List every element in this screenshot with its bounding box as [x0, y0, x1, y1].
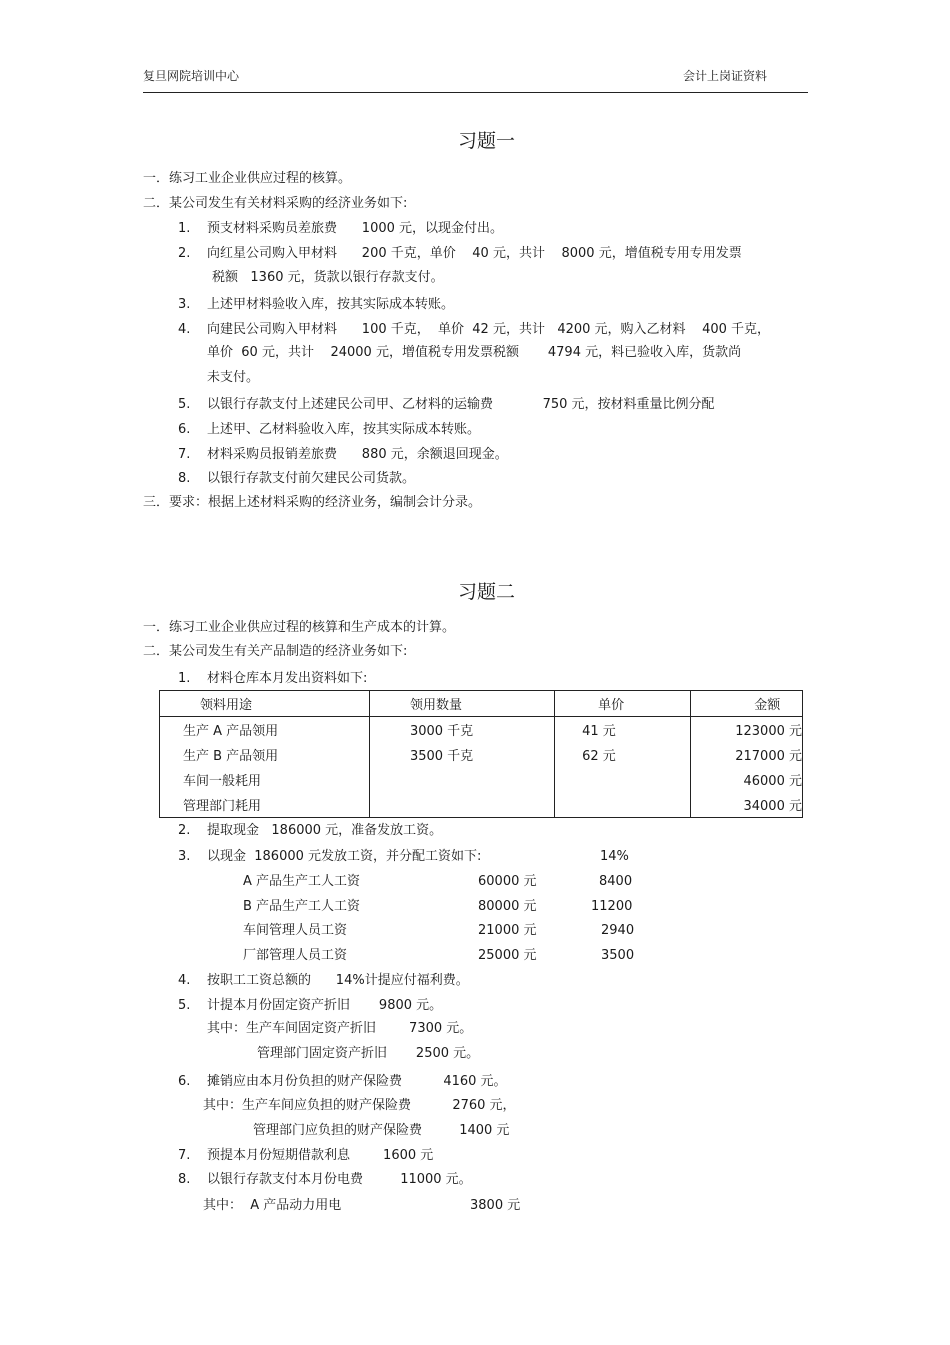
header-right: 会计上岗证资料: [683, 69, 768, 83]
ex1-item-num: 3.: [178, 297, 191, 312]
ex2-item-num: 2.: [178, 823, 191, 838]
ex1-item-num: 8.: [178, 471, 191, 486]
wage-label: 车间管理人员工资: [243, 923, 348, 938]
wage-welfare: 11200: [591, 899, 633, 914]
table-cell: [555, 767, 691, 792]
ex2-item-text: 材料仓库本月发出资料如下:: [207, 671, 368, 686]
ex1-item-text: 税额 1360 元，货款以银行存款支付。: [212, 270, 444, 285]
ex1-item-text: 未支付。: [207, 370, 260, 385]
table-cell: 车间一般耗用: [160, 767, 370, 792]
table-cell: 123000 元: [691, 717, 803, 743]
ex2-item-text: 摊销应由本月份负担的财产保险费 4160 元。: [207, 1074, 507, 1089]
table-cell: 62 元: [555, 742, 691, 767]
ex2-item-subline: 其中：生产车间应负担的财产保险费 2760 元，: [203, 1098, 516, 1113]
wage-label: B 产品生产工人工资: [243, 899, 361, 914]
wage-label: 厂部管理人员工资: [243, 948, 348, 963]
ex1-item-text: 向红星公司购入甲材料 200 千克，单价 40 元，共计 8000 元，增值税专用专用发票: [207, 246, 742, 261]
ex1-item-text: 单价 60 元，共计 24000 元，增值税专用发票税额 4794 元，料已验收入库，货款尚: [207, 345, 742, 360]
table-row: [160, 717, 803, 743]
ex2-item-subline: 其中：生产车间固定资产折旧 7300 元。: [207, 1021, 473, 1036]
table-cell: [555, 792, 691, 818]
ex2-item-text: 预提本月份短期借款利息 1600 元: [207, 1148, 434, 1163]
table-header-cell: 金额: [691, 691, 803, 717]
wage-amount: 25000 元: [478, 948, 537, 963]
table-row: [160, 767, 803, 792]
ex1-item-num: 1.: [178, 221, 191, 236]
ex1-item-num: 6.: [178, 422, 191, 437]
ex2-item-num: 4.: [178, 973, 191, 988]
wage-amount: 80000 元: [478, 899, 537, 914]
ex1-item-text: 以银行存款支付前欠建民公司货款。: [207, 471, 416, 486]
ex1-item-num: 5.: [178, 397, 191, 412]
ex2-item-subline: 其中： A 产品动力用电: [203, 1198, 342, 1213]
wage-welfare: 3500: [601, 948, 635, 963]
ex2-item-num: 8.: [178, 1172, 191, 1187]
ex2-item-text: 以银行存款支付本月份电费 11000 元。: [207, 1172, 472, 1187]
ex2-item-num: 3.: [178, 849, 191, 864]
table-header-cell: 领料用途: [160, 691, 370, 717]
welfare-rate: 14%: [600, 849, 629, 864]
wage-amount: 60000 元: [478, 874, 537, 889]
table-header-cell: 领用数量: [369, 691, 554, 717]
ex2-section-2: 二．某公司发生有关产品制造的经济业务如下:: [143, 644, 408, 659]
ex1-section-3: 三．要求：根据上述材料采购的经济业务，编制会计分录。: [143, 495, 482, 510]
ex2-item-num: 1.: [178, 671, 191, 686]
ex1-item-text: 上述甲、乙材料验收入库，按其实际成本转账。: [207, 422, 481, 437]
ex2-section-1: 一．练习工业企业供应过程的核算和生产成本的计算。: [143, 620, 456, 635]
exercise-2-title: 习题二: [458, 581, 516, 603]
table-cell: 3000 千克: [369, 717, 554, 743]
ex2-item-num: 6.: [178, 1074, 191, 1089]
table-cell: 217000 元: [691, 742, 803, 767]
ex2-item-text: 计提本月份固定资产折旧 9800 元。: [207, 998, 443, 1013]
ex1-item-text: 向建民公司购入甲材料 100 千克， 单价 42 元，共计 4200 元，购入乙材料 400 千克，: [207, 322, 771, 337]
wage-welfare: 2940: [601, 923, 635, 938]
table-row: [160, 742, 803, 767]
ex1-item-text: 上述甲材料验收入库，按其实际成本转账。: [207, 297, 455, 312]
ex2-item-subline: 管理部门固定资产折旧 2500 元。: [257, 1046, 480, 1061]
ex1-item-num: 7.: [178, 447, 191, 462]
ex1-item-text: 预支材料采购员差旅费 1000 元，以现金付出。: [207, 221, 504, 236]
ex1-item-text: 以银行存款支付上述建民公司甲、乙材料的运输费 750 元，按材料重量比例分配: [207, 397, 715, 412]
table-cell: 生产 A 产品领用: [160, 717, 370, 743]
ex2-item-text: 按职工工资总额的 14%计提应付福利费。: [207, 973, 469, 988]
table-cell: 3500 千克: [369, 742, 554, 767]
wage-amount: 21000 元: [478, 923, 537, 938]
wage-label: A 产品生产工人工资: [243, 874, 361, 889]
ex1-item-text: 材料采购员报销差旅费 880 元，余额退回现金。: [207, 447, 508, 462]
table-header-row: [160, 691, 803, 717]
exercise-1-title: 习题一: [458, 130, 516, 152]
header-rule: [143, 92, 808, 93]
ex1-item-num: 2.: [178, 246, 191, 261]
ex1-item-num: 4.: [178, 322, 191, 337]
table-cell: [369, 767, 554, 792]
table-cell: 46000 元: [691, 767, 803, 792]
table-header-cell: 单价: [555, 691, 691, 717]
ex2-item-num: 5.: [178, 998, 191, 1013]
ex1-section-1: 一．练习工业企业供应过程的核算。: [143, 171, 352, 186]
table-cell: [369, 792, 554, 818]
ex2-item-text: 提取现金 186000 元，准备发放工资。: [207, 823, 443, 838]
table-row: [160, 792, 803, 818]
table-cell: 34000 元: [691, 792, 803, 818]
wage-welfare: 8400: [599, 874, 633, 889]
material-issue-table: [159, 690, 803, 818]
table-cell: 生产 B 产品领用: [160, 742, 370, 767]
ex1-section-2: 二．某公司发生有关材料采购的经济业务如下:: [143, 196, 408, 211]
ex2-item-text: 以现金 186000 元发放工资，并分配工资如下:: [207, 849, 482, 864]
table-cell: 管理部门耗用: [160, 792, 370, 818]
ex2-item-subline-value: 3800 元: [470, 1198, 521, 1213]
ex2-item-num: 7.: [178, 1148, 191, 1163]
header-left: 复旦网院培训中心: [143, 69, 240, 83]
table-cell: 41 元: [555, 717, 691, 743]
ex2-item-subline: 管理部门应负担的财产保险费 1400 元: [253, 1123, 510, 1138]
